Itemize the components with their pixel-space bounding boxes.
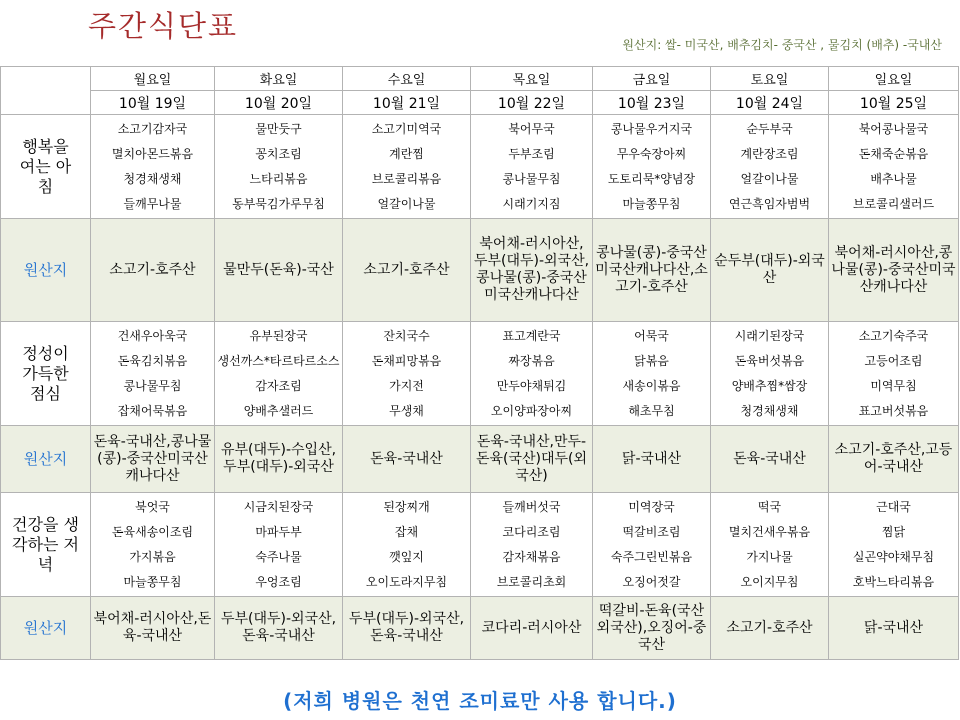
menu-item: 브로콜리초회 xyxy=(496,574,567,589)
menu-item: 깻잎지 xyxy=(389,549,424,564)
date-header-fri: 10월 23일 xyxy=(593,91,711,115)
menu-item: 콩나물무침 xyxy=(123,378,182,393)
origin-cell: 소고기-호주산 xyxy=(343,219,471,322)
menu-item: 순두부국 xyxy=(746,122,793,137)
menu-item: 무우숙장아찌 xyxy=(616,147,687,162)
menu-item: 된장찌개 xyxy=(383,500,430,515)
menu-item: 잔치국수 xyxy=(383,329,430,344)
origin-cell: 순두부(대두)-외국산 xyxy=(711,219,829,322)
menu-item: 연근흑임자범벅 xyxy=(728,196,811,211)
menu-item: 북엇국 xyxy=(135,500,170,515)
weekday-header-row xyxy=(1,67,959,91)
origin-cell: 돈육-국내산,콩나물(콩)-중국산미국산캐나다산 xyxy=(91,426,215,493)
menu-item: 표고계란국 xyxy=(502,329,561,344)
rice-kimchi-origin-note: 원산지: 쌀- 미국산, 배추김치- 중국산 , 물김치 (배추) -국내산 xyxy=(622,38,942,52)
menu-item: 얼갈이나물 xyxy=(740,171,799,186)
origin-cell: 북어채-러시아산,두부(대두)-외국산,콩나물(콩)-중국산미국산캐나다산 xyxy=(471,219,593,322)
dinner-menu-cell xyxy=(343,493,471,597)
menu-item: 오이양파장아찌 xyxy=(490,403,573,418)
page-title: 주간식단표 xyxy=(88,9,239,43)
origin-cell: 돈육-국내산,만두-돈육(국산)대두(외국산) xyxy=(471,426,593,493)
origin-cell: 돈육-국내산 xyxy=(711,426,829,493)
menu-item: 오이지무침 xyxy=(740,574,799,589)
lunch-menu-cell xyxy=(593,322,711,426)
menu-item: 시래기지짐 xyxy=(502,196,561,211)
date-header-tue: 10월 20일 xyxy=(215,91,343,115)
menu-item: 미역장국 xyxy=(628,500,675,515)
menu-item: 만두야채튀김 xyxy=(496,378,567,393)
menu-item: 들깨무나물 xyxy=(123,196,182,211)
origin-cell: 소고기-호주산 xyxy=(711,597,829,660)
menu-item: 호박느타리볶음 xyxy=(852,574,935,589)
menu-item: 어묵국 xyxy=(634,329,669,344)
menu-item: 무생채 xyxy=(389,403,424,418)
day-header-sat: 토요일 xyxy=(711,67,829,91)
menu-item: 시금치된장국 xyxy=(243,500,314,515)
origin-cell: 물만두(돈육)-국산 xyxy=(215,219,343,322)
menu-item: 북어무국 xyxy=(508,122,555,137)
date-header-row xyxy=(1,91,959,115)
menu-item: 두부조림 xyxy=(508,147,555,162)
origin-cell: 닭-국내산 xyxy=(593,426,711,493)
breakfast-menu-cell xyxy=(829,115,959,219)
menu-item: 생선까스*타르타르소스 xyxy=(217,354,340,369)
dinner-menu-cell xyxy=(829,493,959,597)
origin-cell: 북어채-러시아산,돈육-국내산 xyxy=(91,597,215,660)
menu-item: 들깨버섯국 xyxy=(502,500,561,515)
menu-item: 양배추샐러드 xyxy=(243,403,314,418)
dinner-menu-cell xyxy=(215,493,343,597)
breakfast-menu-cell xyxy=(215,115,343,219)
menu-item: 동부묵김가루무침 xyxy=(232,196,325,211)
day-header-mon: 월요일 xyxy=(91,67,215,91)
menu-item: 새송이볶음 xyxy=(622,378,681,393)
menu-item: 꽁치조림 xyxy=(255,147,302,162)
menu-item: 근대국 xyxy=(876,500,911,515)
menu-item: 콩나물무침 xyxy=(502,171,561,186)
menu-item: 얼갈이나물 xyxy=(377,196,436,211)
menu-item: 코다리조림 xyxy=(502,525,561,540)
lunch-origin-row xyxy=(1,426,959,493)
menu-item: 감자채볶음 xyxy=(502,549,561,564)
breakfast-menu-cell xyxy=(593,115,711,219)
origin-cell: 소고기-호주산 xyxy=(91,219,215,322)
day-header-sun: 일요일 xyxy=(829,67,959,91)
origin-cell: 닭-국내산 xyxy=(829,597,959,660)
breakfast-menu-cell xyxy=(91,115,215,219)
breakfast-origin-row xyxy=(1,219,959,322)
menu-item: 가지전 xyxy=(389,378,424,393)
menu-item: 멸치건새우볶음 xyxy=(728,525,811,540)
lunch-menu-row xyxy=(1,322,959,426)
origin-cell: 유부(대두)-수입산,두부(대두)-외국산 xyxy=(215,426,343,493)
menu-item: 잡채 xyxy=(394,525,419,540)
menu-item: 가지볶음 xyxy=(129,549,176,564)
menu-item: 돈육버섯볶음 xyxy=(734,354,805,369)
lunch-menu-cell xyxy=(829,322,959,426)
menu-item: 오이도라지무침 xyxy=(365,574,448,589)
menu-item: 숙주나물 xyxy=(255,549,302,564)
menu-item: 소고기감자국 xyxy=(117,122,188,137)
origin-cell: 소고기-호주산,고등어-국내산 xyxy=(829,426,959,493)
day-header-thu: 목요일 xyxy=(471,67,593,91)
menu-item: 떡국 xyxy=(757,500,782,515)
menu-item: 건새우아욱국 xyxy=(117,329,188,344)
dinner-menu-cell xyxy=(471,493,593,597)
lunch-menu-cell xyxy=(91,322,215,426)
menu-item: 양배추찜*쌈장 xyxy=(731,378,808,393)
menu-item: 도토리묵*양념장 xyxy=(607,171,696,186)
lunch-origin-label: 원산지 xyxy=(1,426,91,493)
dinner-origin-label: 원산지 xyxy=(1,597,91,660)
origin-cell: 두부(대두)-외국산,돈육-국내산 xyxy=(215,597,343,660)
menu-item: 콩나물우거지국 xyxy=(610,122,693,137)
menu-item: 느타리볶음 xyxy=(249,171,308,186)
date-header-mon: 10월 19일 xyxy=(91,91,215,115)
origin-cell: 코다리-러시아산 xyxy=(471,597,593,660)
menu-item: 계란찜 xyxy=(389,147,424,162)
lunch-menu-cell xyxy=(215,322,343,426)
dinner-menu-cell xyxy=(593,493,711,597)
dinner-menu-cell xyxy=(91,493,215,597)
menu-item: 청경채생채 xyxy=(740,403,799,418)
menu-item: 떡갈비조림 xyxy=(622,525,681,540)
origin-cell: 두부(대두)-외국산,돈육-국내산 xyxy=(343,597,471,660)
natural-seasoning-notice: (저희 병원은 천연 조미료만 사용 합니다.) xyxy=(283,689,677,713)
menu-item: 청경채생채 xyxy=(123,171,182,186)
lunch-label: 정성이 가득한 점심 xyxy=(1,322,91,426)
origin-cell: 떡갈비-돈육(국산외국산),오징어-중국산 xyxy=(593,597,711,660)
menu-item: 오징어젓갈 xyxy=(622,574,681,589)
lunch-menu-cell xyxy=(471,322,593,426)
menu-item: 닭볶음 xyxy=(634,354,669,369)
menu-item: 배추나물 xyxy=(870,171,917,186)
origin-cell: 콩나물(콩)-중국산미국산캐나다산,소고기-호주산 xyxy=(593,219,711,322)
menu-item: 짜장볶음 xyxy=(508,354,555,369)
menu-item: 마늘쫑무침 xyxy=(123,574,182,589)
menu-item: 소고기미역국 xyxy=(371,122,442,137)
breakfast-menu-cell xyxy=(711,115,829,219)
menu-item: 마늘쫑무침 xyxy=(622,196,681,211)
header-corner-cell xyxy=(1,67,91,115)
menu-item: 우엉조림 xyxy=(255,574,302,589)
menu-item: 실곤약야채무침 xyxy=(852,549,935,564)
menu-item: 해초무침 xyxy=(628,403,675,418)
menu-item: 잡채어묵볶음 xyxy=(117,403,188,418)
breakfast-origin-label: 원산지 xyxy=(1,219,91,322)
dinner-menu-row xyxy=(1,493,959,597)
date-header-sat: 10월 24일 xyxy=(711,91,829,115)
date-header-thu: 10월 22일 xyxy=(471,91,593,115)
menu-item: 브로콜리볶음 xyxy=(371,171,442,186)
menu-item: 유부된장국 xyxy=(249,329,308,344)
day-header-fri: 금요일 xyxy=(593,67,711,91)
day-header-tue: 화요일 xyxy=(215,67,343,91)
breakfast-menu-cell xyxy=(343,115,471,219)
menu-item: 미역무침 xyxy=(870,378,917,393)
breakfast-menu-cell xyxy=(471,115,593,219)
menu-item: 돈채죽순볶음 xyxy=(858,147,929,162)
date-header-wed: 10월 21일 xyxy=(343,91,471,115)
menu-item: 물만둣구 xyxy=(255,122,302,137)
menu-item: 고등어조림 xyxy=(864,354,923,369)
origin-cell: 북어채-러시아산,콩나물(콩)-중국산미국산캐나다산 xyxy=(829,219,959,322)
menu-item: 감자조림 xyxy=(255,378,302,393)
menu-item: 멸치아몬드볶음 xyxy=(111,147,194,162)
menu-item: 브로콜리샐러드 xyxy=(852,196,935,211)
dinner-label: 건강을 생각하는 저녁 xyxy=(1,493,91,597)
menu-item: 표고버섯볶음 xyxy=(858,403,929,418)
menu-item: 북어콩나물국 xyxy=(858,122,929,137)
lunch-menu-cell xyxy=(711,322,829,426)
menu-item: 돈채피망볶음 xyxy=(371,354,442,369)
menu-item: 찜닭 xyxy=(881,525,906,540)
menu-item: 소고기숙주국 xyxy=(858,329,929,344)
weekly-menu-table xyxy=(0,66,959,660)
menu-item: 계란장조림 xyxy=(740,147,799,162)
dinner-origin-row xyxy=(1,597,959,660)
date-header-sun: 10월 25일 xyxy=(829,91,959,115)
menu-item: 돈육새송이조림 xyxy=(111,525,194,540)
breakfast-menu-row xyxy=(1,115,959,219)
dinner-menu-cell xyxy=(711,493,829,597)
menu-item: 숙주그린빈볶음 xyxy=(610,549,693,564)
menu-item: 돈육김치볶음 xyxy=(117,354,188,369)
menu-item: 마파두부 xyxy=(255,525,302,540)
lunch-menu-cell xyxy=(343,322,471,426)
origin-cell: 돈육-국내산 xyxy=(343,426,471,493)
menu-item: 가지나물 xyxy=(746,549,793,564)
day-header-wed: 수요일 xyxy=(343,67,471,91)
menu-item: 시래기된장국 xyxy=(734,329,805,344)
breakfast-label: 행복을 여는 아침 xyxy=(1,115,91,219)
